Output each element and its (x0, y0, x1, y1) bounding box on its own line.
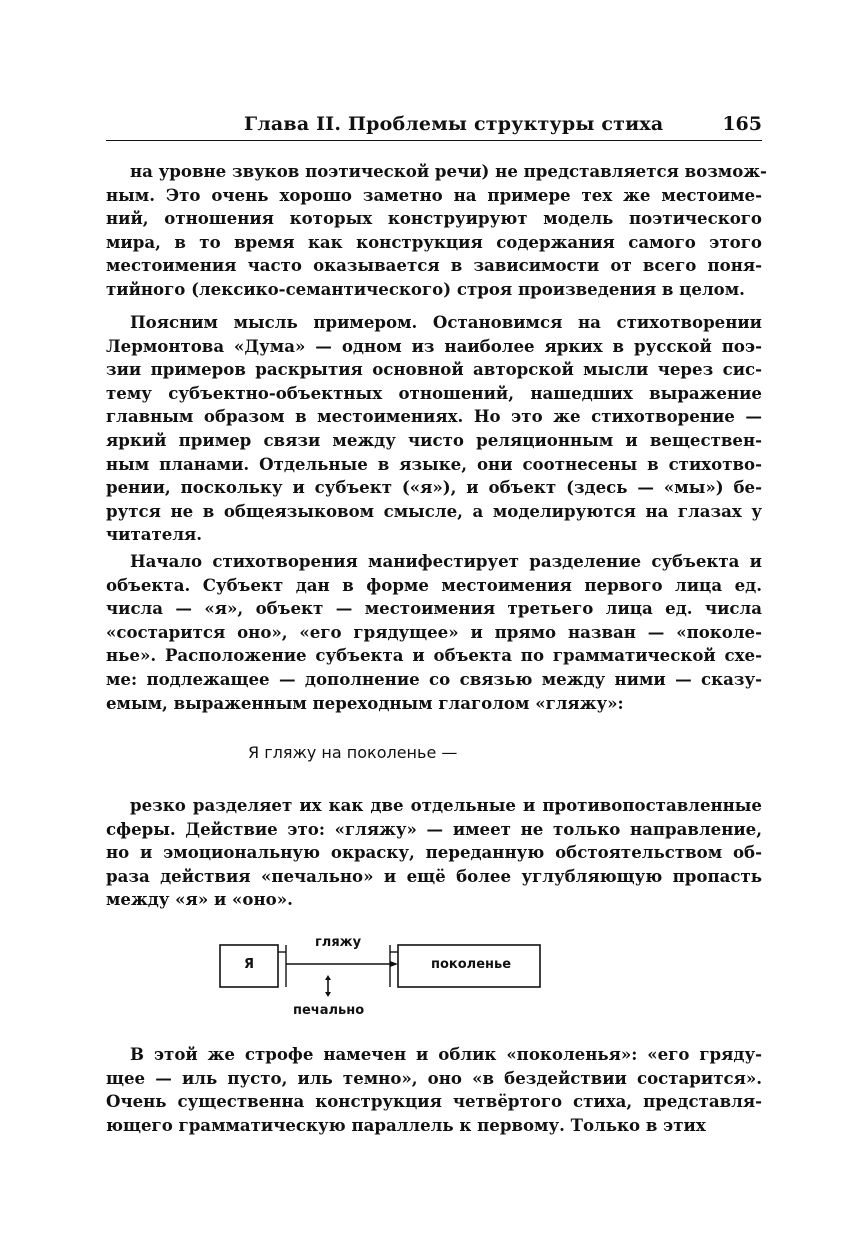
text-line: сферы. Действие это: «гляжу» — имеет не только направление, (106, 818, 762, 839)
text-line: между «я» и «оно». (106, 889, 293, 910)
text-line: зии примеров раскрытия основной авторской мысли через сис- (106, 359, 762, 380)
paragraph-1 (106, 160, 767, 302)
adverb-label: печально (293, 1003, 365, 1018)
text-line: емым, выраженным переходным глаголом «гляжу»: (106, 692, 624, 713)
subject-label: Я (244, 957, 255, 972)
text-line: ме: подлежащее — дополнение со связью между ними — сказу- (106, 668, 762, 689)
text-line: мира, в то время как конструкция содержания самого этого (106, 231, 762, 252)
text-line: Поясним мысль примером. Остановимся на стихотворении (130, 312, 762, 332)
text-line: нье». Расположение субъекта и объекта по грамматической схе- (106, 645, 762, 666)
text-line: тийного (лексико-семантического) строя произведения в целом. (106, 278, 745, 299)
text-line: главным образом в местоимениях. Но это же стихотворение — (106, 406, 762, 427)
text-line: но и эмоциональную окраску, переданную обстоятельством об- (106, 842, 762, 863)
text-line: Очень существенна конструкция четвёртого стиха, представля- (106, 1091, 762, 1112)
text-line: В этой же строфе намечен и облик «поколенья»: «его гряду- (130, 1044, 762, 1064)
text-line: рутся не в общеязыковом смысле, а моделируются на глазах у (106, 500, 762, 521)
text-line: рении, поскольку и субъект («я»), и объект (здесь — «мы») бе- (106, 477, 762, 498)
text-line: ным. Это очень хорошо заметно на примере тех же местоиме- (106, 184, 762, 205)
diagram-lines (214, 930, 554, 1025)
text-line: ющего грамматическую параллель к первому. Только в этих (106, 1114, 706, 1135)
arrow-head (390, 961, 398, 967)
text-line: «состарится оно», «его грядущее» и прямо назван — «поколе- (106, 621, 762, 642)
text-line: яркий пример связи между чисто реляционным и веществен- (106, 429, 762, 450)
text-line: ным планами. Отдельные в языке, они соотнесены в стихотво- (106, 453, 762, 474)
page-number: 165 (722, 113, 762, 135)
text-line: тему субъектно-объектных отношений, нашедших выражение (106, 382, 762, 403)
text-line: объекта. Субъект дан в форме местоимения первого лица ед. (106, 574, 762, 595)
syntax-diagram (214, 930, 554, 1025)
paragraph-5 (106, 1043, 762, 1137)
text-line: резко разделяет их как две отдельные и противопоставленные (130, 795, 762, 815)
text-line: на уровне звуков поэтической речи) не представляется возмож- (130, 161, 767, 181)
text-line: числа — «я», объект — местоимения третьего лица ед. числа (106, 598, 762, 619)
chapter-title: Глава II. Проблемы структуры стиха (244, 113, 664, 135)
paragraph-4 (106, 794, 762, 912)
running-header (106, 112, 762, 141)
text-line: щее — иль пусто, иль темно», оно «в бездействии состарится». (106, 1067, 762, 1088)
text-line: ний, отношения которых конструируют модель поэтического (106, 208, 762, 229)
paragraph-3 (106, 550, 762, 715)
paragraph-2 (106, 311, 762, 547)
verb-label: гляжу (315, 935, 362, 950)
text-line: раза действия «печально» и ещё более углубляющую пропасть (106, 865, 762, 886)
text-line: Лермонтова «Дума» — одном из наиболее ярких в русской поэ- (106, 335, 762, 356)
poem-quote: Я гляжу на поколенье — (248, 743, 458, 762)
object-label: поколенье (431, 957, 512, 972)
text-line: Начало стихотворения манифестирует разделение субъекта и (130, 551, 762, 571)
text-line: местоимения часто оказывается в зависимости от всего поня- (106, 255, 762, 276)
text-line: читателя. (106, 524, 203, 545)
